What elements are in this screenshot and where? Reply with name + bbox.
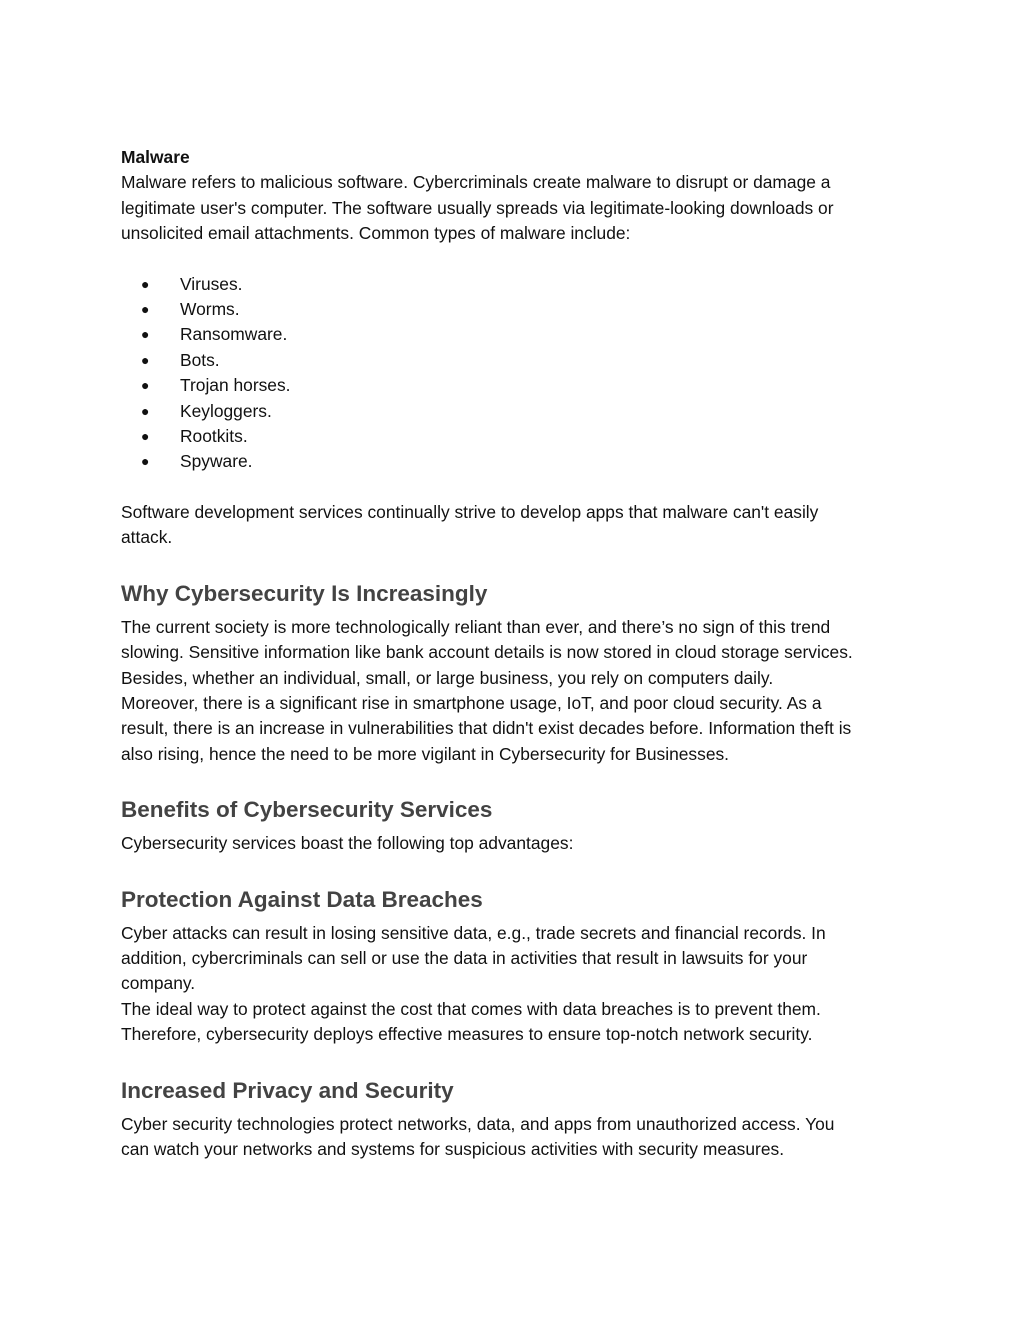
list-item-label: Rootkits. (180, 426, 248, 447)
list-item (121, 424, 911, 449)
text-line: Cyber security technologies protect networks, data, and apps from unauthorized access. You (121, 1113, 835, 1134)
section-heading-benefits: Benefits of Cybersecurity Services (121, 797, 493, 823)
section-body-why (121, 615, 911, 767)
list-item (121, 322, 911, 347)
text-line: slowing. Sensitive information like bank account details is now stored in cloud storage services. (121, 642, 853, 663)
malware-title: Malware (121, 147, 190, 167)
text-line: Therefore, cybersecurity deploys effective measures to ensure top-notch network security. (121, 1024, 813, 1045)
text-line: Software development services continually strive to develop apps that malware can't easily (121, 501, 819, 522)
bullet-icon: ● (141, 326, 150, 343)
bullet-icon: ● (141, 351, 150, 368)
list-item-label: Ransomware. (180, 324, 288, 345)
malware-types-list (121, 272, 911, 475)
document-page (121, 145, 911, 1162)
list-item (121, 449, 911, 474)
text-line: legitimate user's computer. The software usually spreads via legitimate-looking downloads or (121, 197, 834, 218)
list-item-label: Bots. (180, 349, 220, 370)
list-item (121, 272, 911, 297)
list-item (121, 399, 911, 424)
bullet-icon: ● (141, 275, 150, 292)
text-line: result, there is an increase in vulnerabilities that didn't exist decades before. Information theft is (121, 718, 852, 739)
text-line: Cybersecurity services boast the following top advantages: (121, 833, 574, 854)
list-item-label: Spyware. (180, 451, 253, 472)
section-heading-why: Why Cybersecurity Is Increasingly (121, 580, 488, 606)
bullet-icon: ● (141, 377, 150, 394)
text-line: also rising, hence the need to be more vigilant in Cybersecurity for Businesses. (121, 743, 730, 764)
list-item-label: Trojan horses. (180, 375, 291, 396)
list-item-label: Worms. (180, 299, 240, 320)
text-line: The current society is more technologically reliant than ever, and there’s no sign of this trend (121, 616, 831, 637)
list-item (121, 348, 911, 373)
text-line: Besides, whether an individual, small, or large business, you rely on computers daily. (121, 667, 774, 688)
section-body-protection (121, 921, 911, 1048)
section-heading-privacy: Increased Privacy and Security (121, 1077, 454, 1103)
list-item-label: Viruses. (180, 273, 243, 294)
text-line: attack. (121, 527, 173, 548)
list-item (121, 297, 911, 322)
text-line: addition, cybercriminals can sell or use the data in activities that result in lawsuits for your (121, 947, 808, 968)
text-line: Cyber attacks can result in losing sensitive data, e.g., trade secrets and financial records. In (121, 922, 826, 943)
list-item (121, 373, 911, 398)
list-item-label: Keyloggers. (180, 400, 272, 421)
bullet-icon: ● (141, 428, 150, 445)
section-body-privacy (121, 1112, 911, 1163)
text-line: Malware refers to malicious software. Cybercriminals create malware to disrupt or damage a (121, 172, 831, 193)
section-body-benefits (121, 831, 911, 856)
malware-closing (121, 500, 911, 551)
bullet-icon: ● (141, 301, 150, 318)
section-heading-protection: Protection Against Data Breaches (121, 886, 483, 912)
bullet-icon: ● (141, 402, 150, 419)
text-line: Moreover, there is a significant rise in smartphone usage, IoT, and poor cloud security. As a (121, 692, 822, 713)
bullet-icon: ● (141, 453, 150, 470)
text-line: company. (121, 973, 196, 994)
text-line: can watch your networks and systems for suspicious activities with security measures. (121, 1138, 785, 1159)
text-line: unsolicited email attachments. Common types of malware include: (121, 223, 631, 244)
text-line: The ideal way to protect against the cost that comes with data breaches is to prevent them. (121, 998, 821, 1019)
malware-intro (121, 170, 911, 246)
